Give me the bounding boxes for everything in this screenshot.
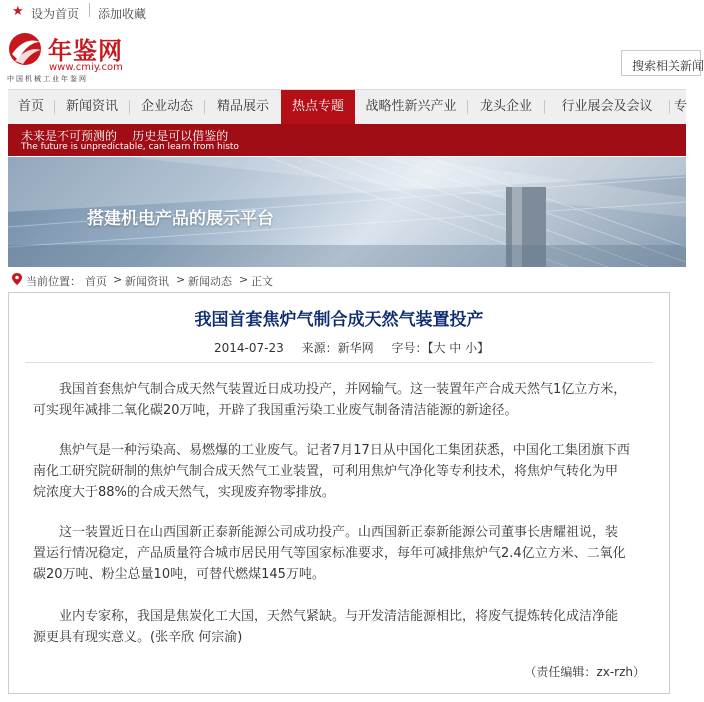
article-source: 新华网 [337, 341, 374, 355]
nav-item-emerging-industry[interactable]: 战略性新兴产业 [365, 99, 457, 114]
responsible-editor: （责任编辑：zx-rzh） [524, 665, 645, 679]
breadcrumb-news-updates[interactable]: 新闻动态 [188, 275, 232, 288]
nav-item-special[interactable]: 专 [674, 99, 688, 114]
paragraph-line: 焦炉气是一种污染高、易燃爆的工业废气。记者7月17日从中国化工集团获悉，中国化工集团旗下西 [59, 443, 630, 458]
nav-item-showcase[interactable]: 精品展示 [216, 99, 269, 114]
paragraph-line: 源更具有现实意义。(张辛欣 何宗渝) [33, 630, 243, 645]
paragraph-line: 我国首套焦炉气制合成天然气装置近日成功投产，并网输气。这一装置年产合成天然气1亿立方米， [59, 382, 627, 397]
location-pin-icon [12, 273, 22, 285]
breadcrumb-news[interactable]: 新闻资讯 [125, 275, 169, 288]
article-paragraph [33, 440, 653, 503]
article-meta [214, 339, 489, 356]
logo-url: www.cmiy.com [49, 62, 123, 73]
nav-item-home[interactable]: 首页 [17, 99, 44, 114]
source-label: 来源： [301, 341, 338, 355]
main-nav [8, 89, 686, 126]
logo-subtitle: 中国机械工业年鉴网 [7, 75, 88, 83]
article-paragraph [33, 606, 653, 648]
article-paragraph [33, 379, 653, 421]
title-divider [25, 362, 653, 363]
set-homepage-link[interactable]: 设为首页 [31, 7, 80, 21]
add-favorite-link[interactable]: 添加收藏 [98, 7, 147, 21]
font-size-label: 字号：【 [391, 341, 434, 355]
search-input[interactable]: 搜索相关新闻 [621, 50, 701, 76]
banner [8, 157, 686, 267]
nav-item-company[interactable]: 企业动态 [140, 99, 193, 114]
site-logo[interactable] [6, 30, 156, 82]
logo-mark-icon [6, 30, 44, 68]
slogan-chinese: 未来是不可预测的 历史是可以借鉴的 [21, 129, 229, 143]
banner-slogan: 搭建机电产品的展示平台 [87, 209, 274, 229]
font-size-large[interactable]: 大 [433, 341, 446, 355]
paragraph-line: 可实现年减排二氧化碳20万吨，开辟了我国重污染工业废气制备清洁能源的新途径。 [33, 403, 518, 418]
article-date: 2014-07-23 [214, 341, 284, 355]
breadcrumb-separator: > [113, 273, 123, 286]
paragraph-line: 置运行情况稳定，产品质量符合城市居民用气等国家标准要求，每年可减排焦炉气2.4亿立方米、二氧化 [33, 546, 626, 561]
logo-name: 年鉴网 [48, 37, 123, 65]
nav-item-leading-enterprises[interactable]: 龙头企业 [479, 99, 532, 114]
article-title: 我国首套焦炉气制合成天然气装置投产 [194, 310, 484, 330]
paragraph-line: 南化工研究院研制的焦炉气制合成天然气工业装置，可利用焦炉气净化等专利技术，将焦炉气转化为甲 [33, 464, 619, 479]
nav-item-hot-topics[interactable]: 热点专题 [281, 90, 355, 124]
breadcrumb-separator: > [239, 273, 249, 286]
paragraph-line: 业内专家称，我国是焦炭化工大国，天然气紧缺。与开发清洁能源相比，将废气提炼转化成洁净能 [59, 609, 619, 624]
nav-item-exhibitions[interactable]: 行业展会及会议 [561, 99, 653, 114]
font-size-small[interactable]: 小 [465, 341, 478, 355]
slogan-english: The future is unpredictable, can learn from histo [21, 142, 239, 152]
breadcrumb-separator: > [176, 273, 186, 286]
article-paragraph [33, 522, 653, 585]
breadcrumb-label: 当前位置： [26, 275, 81, 288]
breadcrumb-current: 正文 [251, 275, 273, 288]
breadcrumb-home[interactable]: 首页 [85, 275, 107, 288]
breadcrumb [8, 270, 686, 290]
star-icon: ★ [12, 4, 24, 19]
nav-item-news[interactable]: 新闻资讯 [65, 99, 118, 114]
paragraph-line: 烷浓度大于88%的合成天然气，实现废弃物零排放。 [33, 485, 335, 500]
divider [89, 3, 90, 17]
slogan-bar [8, 124, 686, 156]
paragraph-line: 碳20万吨、粉尘总量10吨，可替代燃煤145万吨。 [33, 567, 325, 582]
top-utility-bar [0, 0, 686, 24]
font-size-close: 】 [477, 341, 490, 355]
article [8, 292, 670, 694]
paragraph-line: 这一装置近日在山西国新正泰新能源公司成功投产。山西国新正泰新能源公司董事长唐耀祖说，装 [59, 525, 619, 540]
font-size-medium[interactable]: 中 [449, 341, 462, 355]
